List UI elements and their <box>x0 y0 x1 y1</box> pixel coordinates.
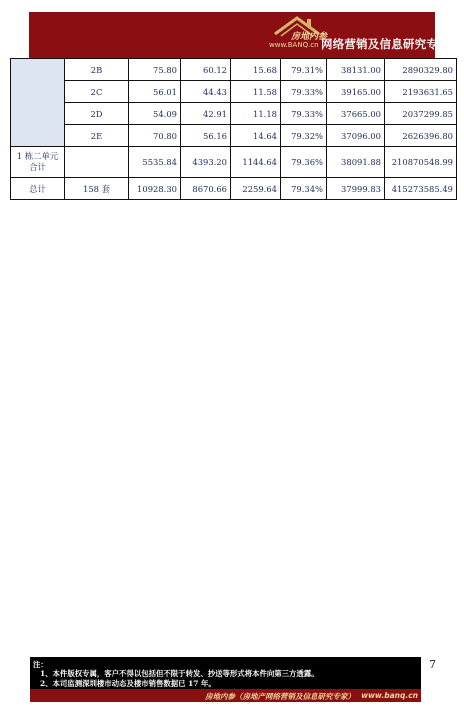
unit-cell: 2D <box>65 103 129 125</box>
area-cell: 75.80 <box>129 59 181 81</box>
area-cell: 10928.30 <box>129 178 181 200</box>
total-cell: 2193631.65 <box>385 81 457 103</box>
subtotal-label <box>11 147 65 178</box>
total-cell: 415273585.49 <box>385 178 457 200</box>
area-cell: 5535.84 <box>129 147 181 178</box>
ratio-cell: 79.36% <box>281 147 327 178</box>
footer-url: www.banq.cn <box>361 691 418 700</box>
table-row <box>11 103 457 125</box>
footer-notes <box>30 657 421 702</box>
unit-cell: 2B <box>65 59 129 81</box>
total-cell: 2890329.80 <box>385 59 457 81</box>
price-cell: 37665.00 <box>327 103 385 125</box>
subtotal-label-line2: 合计 <box>29 162 46 172</box>
table-row <box>11 81 457 103</box>
header-banner <box>29 12 450 58</box>
price-cell: 38131.00 <box>327 59 385 81</box>
area-cell: 60.12 <box>181 59 231 81</box>
table-row <box>11 59 457 81</box>
area-cell: 2259.64 <box>231 178 281 200</box>
note-title: 注： <box>33 660 48 669</box>
area-cell: 11.18 <box>231 103 281 125</box>
table-row <box>11 125 457 147</box>
logo-url: www.BANQ.cn <box>269 41 319 49</box>
area-cell: 70.80 <box>129 125 181 147</box>
building-group-cell <box>11 59 65 147</box>
area-cell: 44.43 <box>181 81 231 103</box>
price-cell: 38091.88 <box>327 147 385 178</box>
note-line-1: 1、本件版权专属，客户不得以包括但不限于转发、抄送等形式将本件向第三方透露。 <box>40 669 319 678</box>
note-line-2: 2、本司监测深圳楼市动态及楼市销售数据已 17 年。 <box>40 679 216 688</box>
price-cell: 39165.00 <box>327 81 385 103</box>
footer-brand: 房地内参（房地产网络营销及信息研究专家） <box>205 692 355 701</box>
grand-total-count: 158 套 <box>65 178 129 200</box>
area-cell: 15.68 <box>231 59 281 81</box>
ratio-cell: 79.34% <box>281 178 327 200</box>
total-cell: 2037299.85 <box>385 103 457 125</box>
area-cell: 4393.20 <box>181 147 231 178</box>
total-cell: 2626396.80 <box>385 125 457 147</box>
unit-cell: 2E <box>65 125 129 147</box>
ratio-cell: 79.33% <box>281 81 327 103</box>
subtotal-row <box>11 147 457 178</box>
price-cell: 37999.83 <box>327 178 385 200</box>
area-cell: 14.64 <box>231 125 281 147</box>
area-cell: 42.91 <box>181 103 231 125</box>
ratio-cell: 79.31% <box>281 59 327 81</box>
total-cell: 210870548.99 <box>385 147 457 178</box>
grand-total-row <box>11 178 457 200</box>
logo-text: 房地内参 <box>291 32 328 42</box>
area-cell: 11.58 <box>231 81 281 103</box>
area-cell: 1144.64 <box>231 147 281 178</box>
header-title: 网络营销及信息研究专家 <box>321 37 450 51</box>
unit-cell: 2C <box>65 81 129 103</box>
subtotal-label-line1: 1 栋二单元 <box>16 151 59 161</box>
price-cell: 37096.00 <box>327 125 385 147</box>
area-cell: 56.16 <box>181 125 231 147</box>
sales-table <box>10 58 457 200</box>
grand-total-label: 总计 <box>11 178 65 200</box>
ratio-cell: 79.32% <box>281 125 327 147</box>
area-cell: 8670.66 <box>181 178 231 200</box>
page-number: 7 <box>429 658 436 671</box>
ratio-cell: 79.33% <box>281 103 327 125</box>
subtotal-count-cell <box>65 147 129 178</box>
footer-brand-bar <box>30 689 421 702</box>
area-cell: 56.01 <box>129 81 181 103</box>
area-cell: 54.09 <box>129 103 181 125</box>
